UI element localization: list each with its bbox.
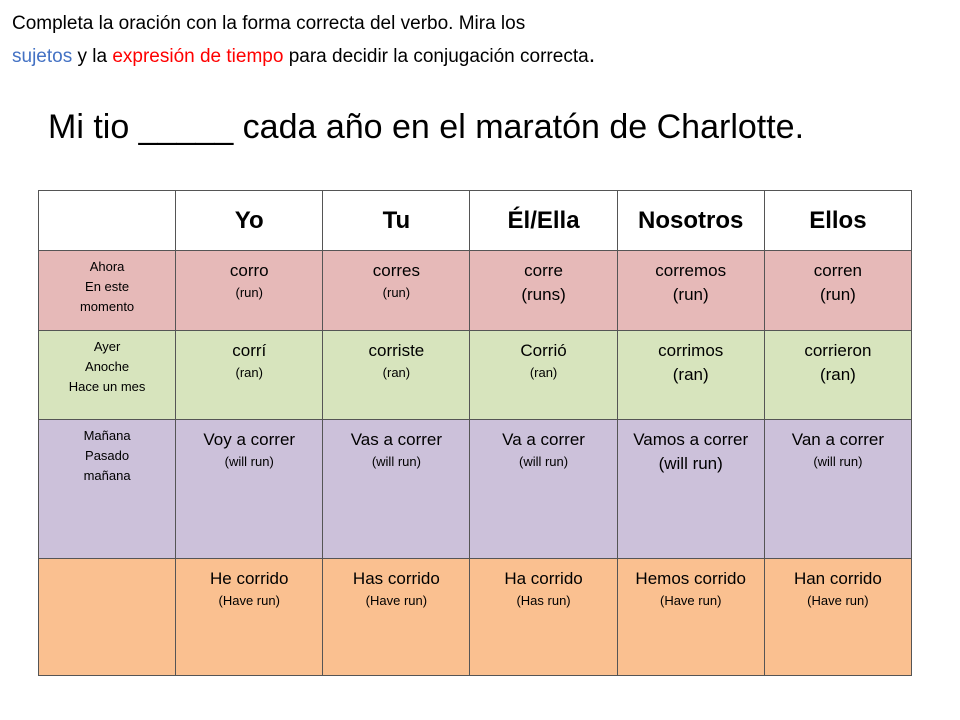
time-label: mañana	[83, 468, 131, 483]
conjugation-cell	[470, 420, 617, 559]
verb-form: He corrido	[210, 569, 289, 588]
verb-gloss: (ran)	[529, 365, 558, 380]
conjugation-cell	[764, 559, 911, 676]
verb-form: corren	[813, 261, 862, 280]
verb-gloss: (run)	[819, 285, 856, 304]
verb-gloss: (Have run)	[659, 593, 722, 608]
verb-gloss: (Have run)	[365, 593, 428, 608]
instructions	[12, 8, 932, 72]
verb-form: corres	[372, 261, 420, 280]
instructions-rest: para decidir la conjugación correcta	[283, 46, 589, 67]
verb-gloss: (runs)	[521, 285, 566, 304]
verb-form: corro	[229, 261, 269, 280]
verb-form: Hemos corrido	[635, 569, 746, 588]
verb-form: Ha corrido	[504, 569, 583, 588]
verb-gloss: (ran)	[235, 365, 263, 380]
conjugation-cell	[323, 251, 470, 331]
verb-form: corrimos	[658, 341, 724, 360]
conjugation-cell	[764, 331, 911, 420]
verb-gloss: (will run)	[224, 454, 274, 469]
verb-form: Va a correr	[502, 430, 585, 449]
conjugation-cell	[764, 420, 911, 559]
verb-gloss: (ran)	[672, 365, 709, 384]
verb-gloss: (will run)	[813, 454, 863, 469]
verb-gloss: (ran)	[819, 365, 856, 384]
instructions-connector: y la	[72, 46, 113, 67]
time-label-cell	[39, 251, 176, 331]
verb-form: Vamos a correr	[633, 430, 749, 449]
time-label: Pasado	[85, 448, 130, 463]
verb-gloss: (will run)	[518, 454, 569, 469]
verb-form: Has corrido	[352, 569, 440, 588]
verb-gloss: (run)	[672, 285, 709, 304]
verb-form: corriste	[368, 341, 425, 360]
header-cell-el-ella: Él/Ella	[470, 191, 617, 251]
time-label-cell	[39, 420, 176, 559]
conjugation-cell	[176, 251, 323, 331]
time-expression-keyword: expresión de tiempo	[112, 46, 284, 67]
instructions-line-2	[12, 39, 932, 72]
time-label: momento	[79, 299, 135, 314]
time-label-cell	[39, 331, 176, 420]
fill-in-sentence: Mi tio _____ cada año en el maratón de Charlotte.	[48, 108, 805, 146]
conjugation-cell	[470, 331, 617, 420]
instructions-line-1: Completa la oración con la forma correcta del verbo. Mira los	[12, 13, 526, 34]
conjugation-cell	[470, 251, 617, 331]
table-row-past	[39, 331, 912, 420]
conjugation-cell	[470, 559, 617, 676]
conjugation-cell	[617, 420, 764, 559]
conjugation-cell	[323, 559, 470, 676]
verb-form: corre	[524, 261, 563, 280]
conjugation-cell	[176, 331, 323, 420]
verb-gloss: (will run)	[658, 454, 723, 473]
instructions-period: .	[588, 41, 596, 68]
time-label: Mañana	[83, 428, 131, 443]
header-cell-ellos: Ellos	[764, 191, 911, 251]
conjugation-table	[38, 190, 912, 676]
conjugation-cell	[323, 331, 470, 420]
verb-gloss: (Has run)	[516, 593, 571, 608]
table-row-present	[39, 251, 912, 331]
verb-gloss: (Have run)	[807, 593, 869, 608]
verb-form: corremos	[655, 261, 727, 280]
conjugation-cell	[764, 251, 911, 331]
time-label-cell	[39, 559, 176, 676]
verb-form: Corrió	[520, 341, 567, 360]
conjugation-cell	[176, 420, 323, 559]
verb-form: Van a correr	[791, 430, 885, 449]
header-cell-empty	[39, 191, 176, 251]
subject-keyword: sujetos	[12, 46, 73, 67]
time-label: Ayer	[93, 339, 121, 354]
verb-form: corrieron	[804, 341, 872, 360]
time-label: Ahora	[89, 259, 125, 274]
time-label: Anoche	[85, 359, 130, 374]
verb-gloss: (will run)	[371, 454, 421, 469]
header-cell-nosotros: Nosotros	[617, 191, 764, 251]
verb-form: Vas a correr	[350, 430, 443, 449]
verb-form: corrí	[232, 341, 267, 360]
conjugation-cell	[617, 559, 764, 676]
header-cell-tu: Tu	[323, 191, 470, 251]
table-row-future	[39, 420, 912, 559]
conjugation-cell	[617, 251, 764, 331]
verb-gloss: (Have run)	[218, 593, 280, 608]
time-label: Hace un mes	[68, 379, 146, 394]
verb-gloss: (run)	[235, 285, 263, 300]
verb-form: Han corrido	[793, 569, 882, 588]
verb-gloss: (run)	[382, 285, 411, 300]
conjugation-cell	[617, 331, 764, 420]
time-label: En este	[85, 279, 130, 294]
verb-form: Voy a correr	[203, 430, 296, 449]
table-header-row	[39, 191, 912, 251]
header-cell-yo: Yo	[176, 191, 323, 251]
table-row-perfect	[39, 559, 912, 676]
conjugation-cell	[176, 559, 323, 676]
conjugation-cell	[323, 420, 470, 559]
verb-gloss: (ran)	[382, 365, 411, 380]
